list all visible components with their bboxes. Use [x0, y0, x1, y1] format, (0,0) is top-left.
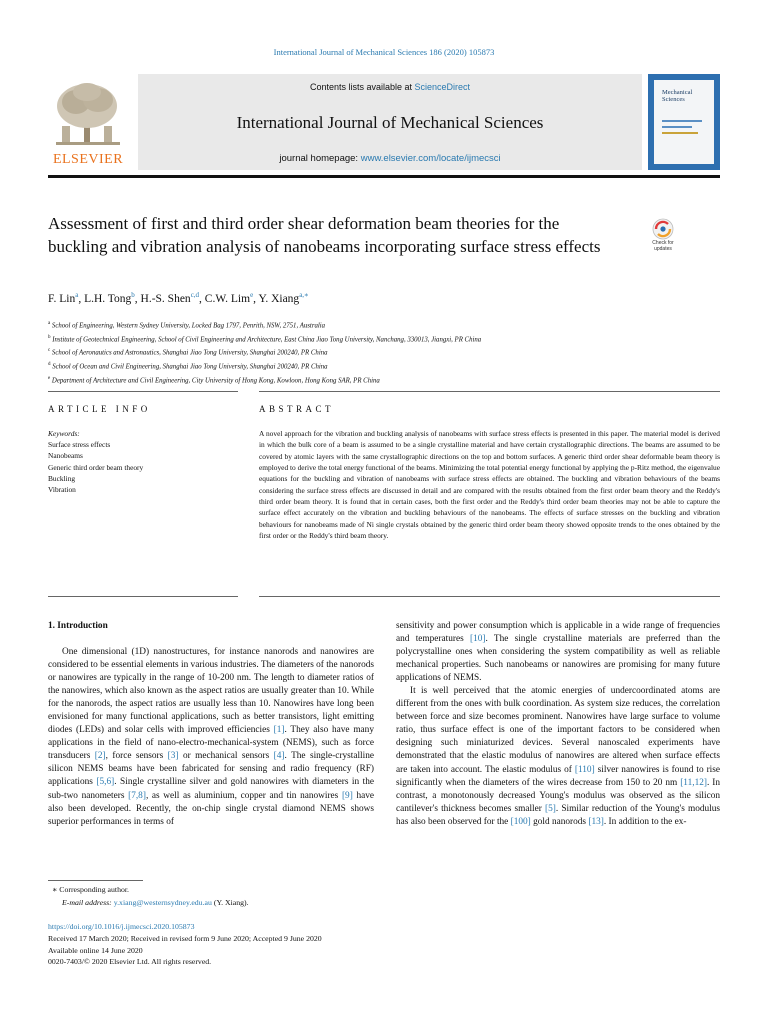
paragraph: One dimensional (1D) nanostructures, for instance nanorods and nanowires are considered to be essential elements in various industries. The diameters of the nanorods or nanowires are typically in the range of 10-200 nm. The length to diameter ratios of the nanowires, which also known as the aspect ratios are usually greater than 10. While for the nanorods, the aspect ratios are usually less than 10. Nanowires have long been envisioned for many functional applications, such as better transistors, light emitting diodes (LEDs) and solar cells with improved efficiencies [1]. They also have many applications in the field of nano-electro-mechanical-system (NEMS), such as force transducers [2], force sensors [3] or mechanical sensors [4]. The single-crystalline silicon NEMS beams have been fabricated for sensing and radio frequency (RF) applications [5,6]. Single crystalline silver and gold nanowires with diameters in the sub-two nanometers [7,8], as well as aluminium, copper and tin nanowires [9] have also been developed. Recently, the on-chip single crystal diamond NEMS shows superior performances in terms of [48, 647, 375, 827]
corresponding-author-note: ∗ Corresponding author. [52, 885, 129, 894]
keywords-block [48, 428, 238, 495]
publication-info [48, 921, 448, 968]
paragraph: It is well perceived that the atomic energies of undercoordinated atoms are different from the ones with bulk coordination. As system size reduces, the correlation between force and size becomes prominent. Nanowires have large surface to volume ratio, thus surface effect is one of the important factors to be considered when designing such miniaturized devices. Several nanoscaled experiments have demonstrated that the elastic modulus of nanowires are altered when surface effects are taken into account. The elastic modulus of [110] silver nanowires is found to rise significantly when the diameters of the wires decrease from 150 to 20 nm [11,12]. In contrast, a monotonously decreased Young's modulus was observed as the silicon cantilever's thickness becomes smaller [5]. Similar reduction of the Young's modulus has also been observed for the [100] gold nanorods [13]. In addition to the ex- [396, 686, 720, 827]
author-list: F. Lin$^a$, L.H. Tong$^b$, H.-S. Shen$^{c,d}$, C.W. Lim$^e$, Y. Xiang$^{a,∗}$ [48, 291, 309, 305]
author-affiliation-mark[interactable]: b [131, 291, 135, 299]
available-online: Available online 14 June 2020 [48, 945, 143, 955]
article-info-heading: ARTICLE INFO [48, 404, 151, 414]
journal-title: International Journal of Mechanical Sciences [236, 113, 544, 132]
affiliation-line: $^d$ School of Ocean and Civil Engineering, Shanghai Jiao Tong University, Shanghai 200240, PR China [48, 362, 328, 371]
citation-link[interactable]: [4] [273, 751, 285, 762]
keyword: Nanobeams [48, 451, 83, 461]
publisher-name: ELSEVIER [52, 152, 124, 167]
masthead-band [138, 74, 642, 170]
affiliation-line: $^b$ Institute of Geotechnical Engineering, School of Civil Engineering and Architecture, East China Jiao Tong University, Nanchang, 330013, Jiangxi, PR China [48, 334, 482, 343]
body-column-left [48, 646, 374, 829]
keyword: Vibration [48, 485, 76, 495]
article-title: Assessment of first and third order shear deformation beam theories for the buckling and vibration analysis of nanobeams incorporating surface stress effects [48, 214, 601, 256]
elsevier-logo[interactable] [48, 80, 128, 172]
body-column-right [396, 620, 720, 829]
citation-link[interactable]: [7,8] [128, 790, 146, 801]
divider [48, 391, 238, 392]
masthead [48, 74, 720, 170]
abstract-text: A novel approach for the vibration and buckling analysis of nanobeams with surface stress effects is presented in this paper. The material model is derived in which the bulk core of a beam is assumed to be a single crystalline material and have certain crystallographic directions. The beams are assumed to be covered by atomic layers with the same crystallographic directions on the top and bottom surfaces. A generic third order shear deformable beam theory is employed to derive the total energy functional of the beams. Minimizing the total potential energy functional by applying the p-Ritz method, the eigenvalue equations for the buckling and vibration of nanobeams with surface stress effects are obtained. The buckling and vibration behaviours of the beams considering the surface stress effects are discussed in detail and are compared with the results obtained from the first order beam theory and the Reddy's third order beam theory. It is found that in certain cases, both the first order and the Reddy's third order beam theories may not be able to capture the surface effect accurately on the vibration and buckling behaviours of the nanobeams. The effects of surface stresses on the buckling and vibration behaviours for nanobeams made of Ni single crystals obtained by the generic third order beam theory showed opposite trends to the ones obtained by the first order or the Reddy's third beam theory. [259, 429, 720, 541]
contents-line: Contents lists available at ScienceDirect [309, 82, 471, 92]
divider [259, 596, 720, 597]
tree-icon [48, 80, 128, 152]
section-heading: 1. Introduction [48, 621, 108, 631]
affiliations [48, 318, 708, 386]
divider [48, 596, 238, 597]
author-affiliation-mark[interactable]: a [75, 291, 79, 299]
paragraph: sensitivity and power consumption which is applicable in a wide range of frequencies and temperatures [10]. The single crystalline materials are preferred than the polycrystalline ones when considering the system compatibility as well as reliable mechanical properties. Such nanobeams or nanowires are promising for many future applications of NEMS. [396, 621, 720, 684]
cover-title: Mechanical Sciences [662, 89, 693, 103]
header-rule [48, 175, 720, 178]
affiliation-line: $^c$ School of Aeronautics and Astronautics, Shanghai Jiao Tong University, Shanghai 200240, PR China [48, 348, 328, 357]
footnote [48, 884, 378, 909]
keyword: Surface stress effects [48, 440, 111, 450]
citation-link[interactable]: [3] [167, 751, 179, 762]
affiliation-line: $^a$ School of Engineering, Western Sydney University, Locked Bag 1797, Penrith, NSW, 2751, Australia [48, 321, 326, 330]
citation-link[interactable]: [1] [273, 725, 285, 736]
citation-link[interactable]: [13] [588, 816, 604, 827]
citation-link[interactable]: [100] [510, 816, 531, 827]
homepage-line: journal homepage: www.elsevier.com/locate/ijmecsci [279, 153, 501, 164]
check-for-updates-badge[interactable] [643, 218, 683, 256]
citation-link[interactable]: [9] [341, 790, 353, 801]
author-affiliation-mark[interactable]: e [250, 291, 254, 299]
citation-link[interactable]: [10] [469, 634, 486, 645]
abstract-heading: ABSTRACT [259, 404, 335, 414]
author-affiliation-mark[interactable]: a,∗ [299, 291, 309, 299]
keyword: Generic third order beam theory [48, 462, 144, 472]
sciencedirect-link[interactable]: ScienceDirect [414, 82, 471, 92]
journal-cover[interactable] [648, 74, 720, 170]
divider [259, 391, 720, 392]
doi-link[interactable]: https://doi.org/10.1016/j.ijmecsci.2020.105873 [48, 922, 195, 931]
received-dates: Received 17 March 2020; Received in revised form 9 June 2020; Accepted 9 June 2020 [48, 933, 322, 943]
keywords-list [48, 439, 238, 495]
keywords-label: Keywords: [48, 429, 80, 438]
author-name: L.H. Tong [84, 292, 132, 305]
check-updates-icon [643, 218, 683, 240]
citation-link[interactable]: [5,6] [96, 777, 115, 788]
email-line: E-mail address: y.xiang@westernsydney.edu.au (Y. Xiang). [62, 897, 249, 907]
citation-link[interactable]: [5] [545, 803, 556, 814]
affiliation-line: $^e$ Department of Architecture and Civil Engineering, City University of Hong Kong, Kowloon, Hong Kong SAR, PR China [48, 375, 380, 384]
check-updates-label: Check for updates [652, 240, 674, 252]
author-name: F. Lin [48, 292, 76, 305]
email-link[interactable]: y.xiang@westernsydney.edu.au [113, 897, 212, 907]
homepage-link[interactable]: www.elsevier.com/locate/ijmecsci [360, 153, 501, 164]
journal-reference[interactable]: International Journal of Mechanical Sciences 186 (2020) 105873 [273, 47, 495, 57]
citation-link[interactable]: [2] [94, 751, 106, 762]
author-affiliation-mark[interactable]: c,d [190, 291, 200, 299]
citation-link[interactable]: [11,12] [680, 777, 707, 788]
author-name: H.-S. Shen [140, 292, 191, 305]
keyword: Buckling [48, 473, 76, 483]
citation-link[interactable]: [110] [574, 764, 595, 775]
author-name: Y. Xiang [258, 292, 300, 305]
copyright: 0020-7403/© 2020 Elsevier Ltd. All rights reserved. [48, 957, 212, 967]
author-name: C.W. Lim [204, 292, 251, 305]
footnote-rule [48, 880, 143, 881]
